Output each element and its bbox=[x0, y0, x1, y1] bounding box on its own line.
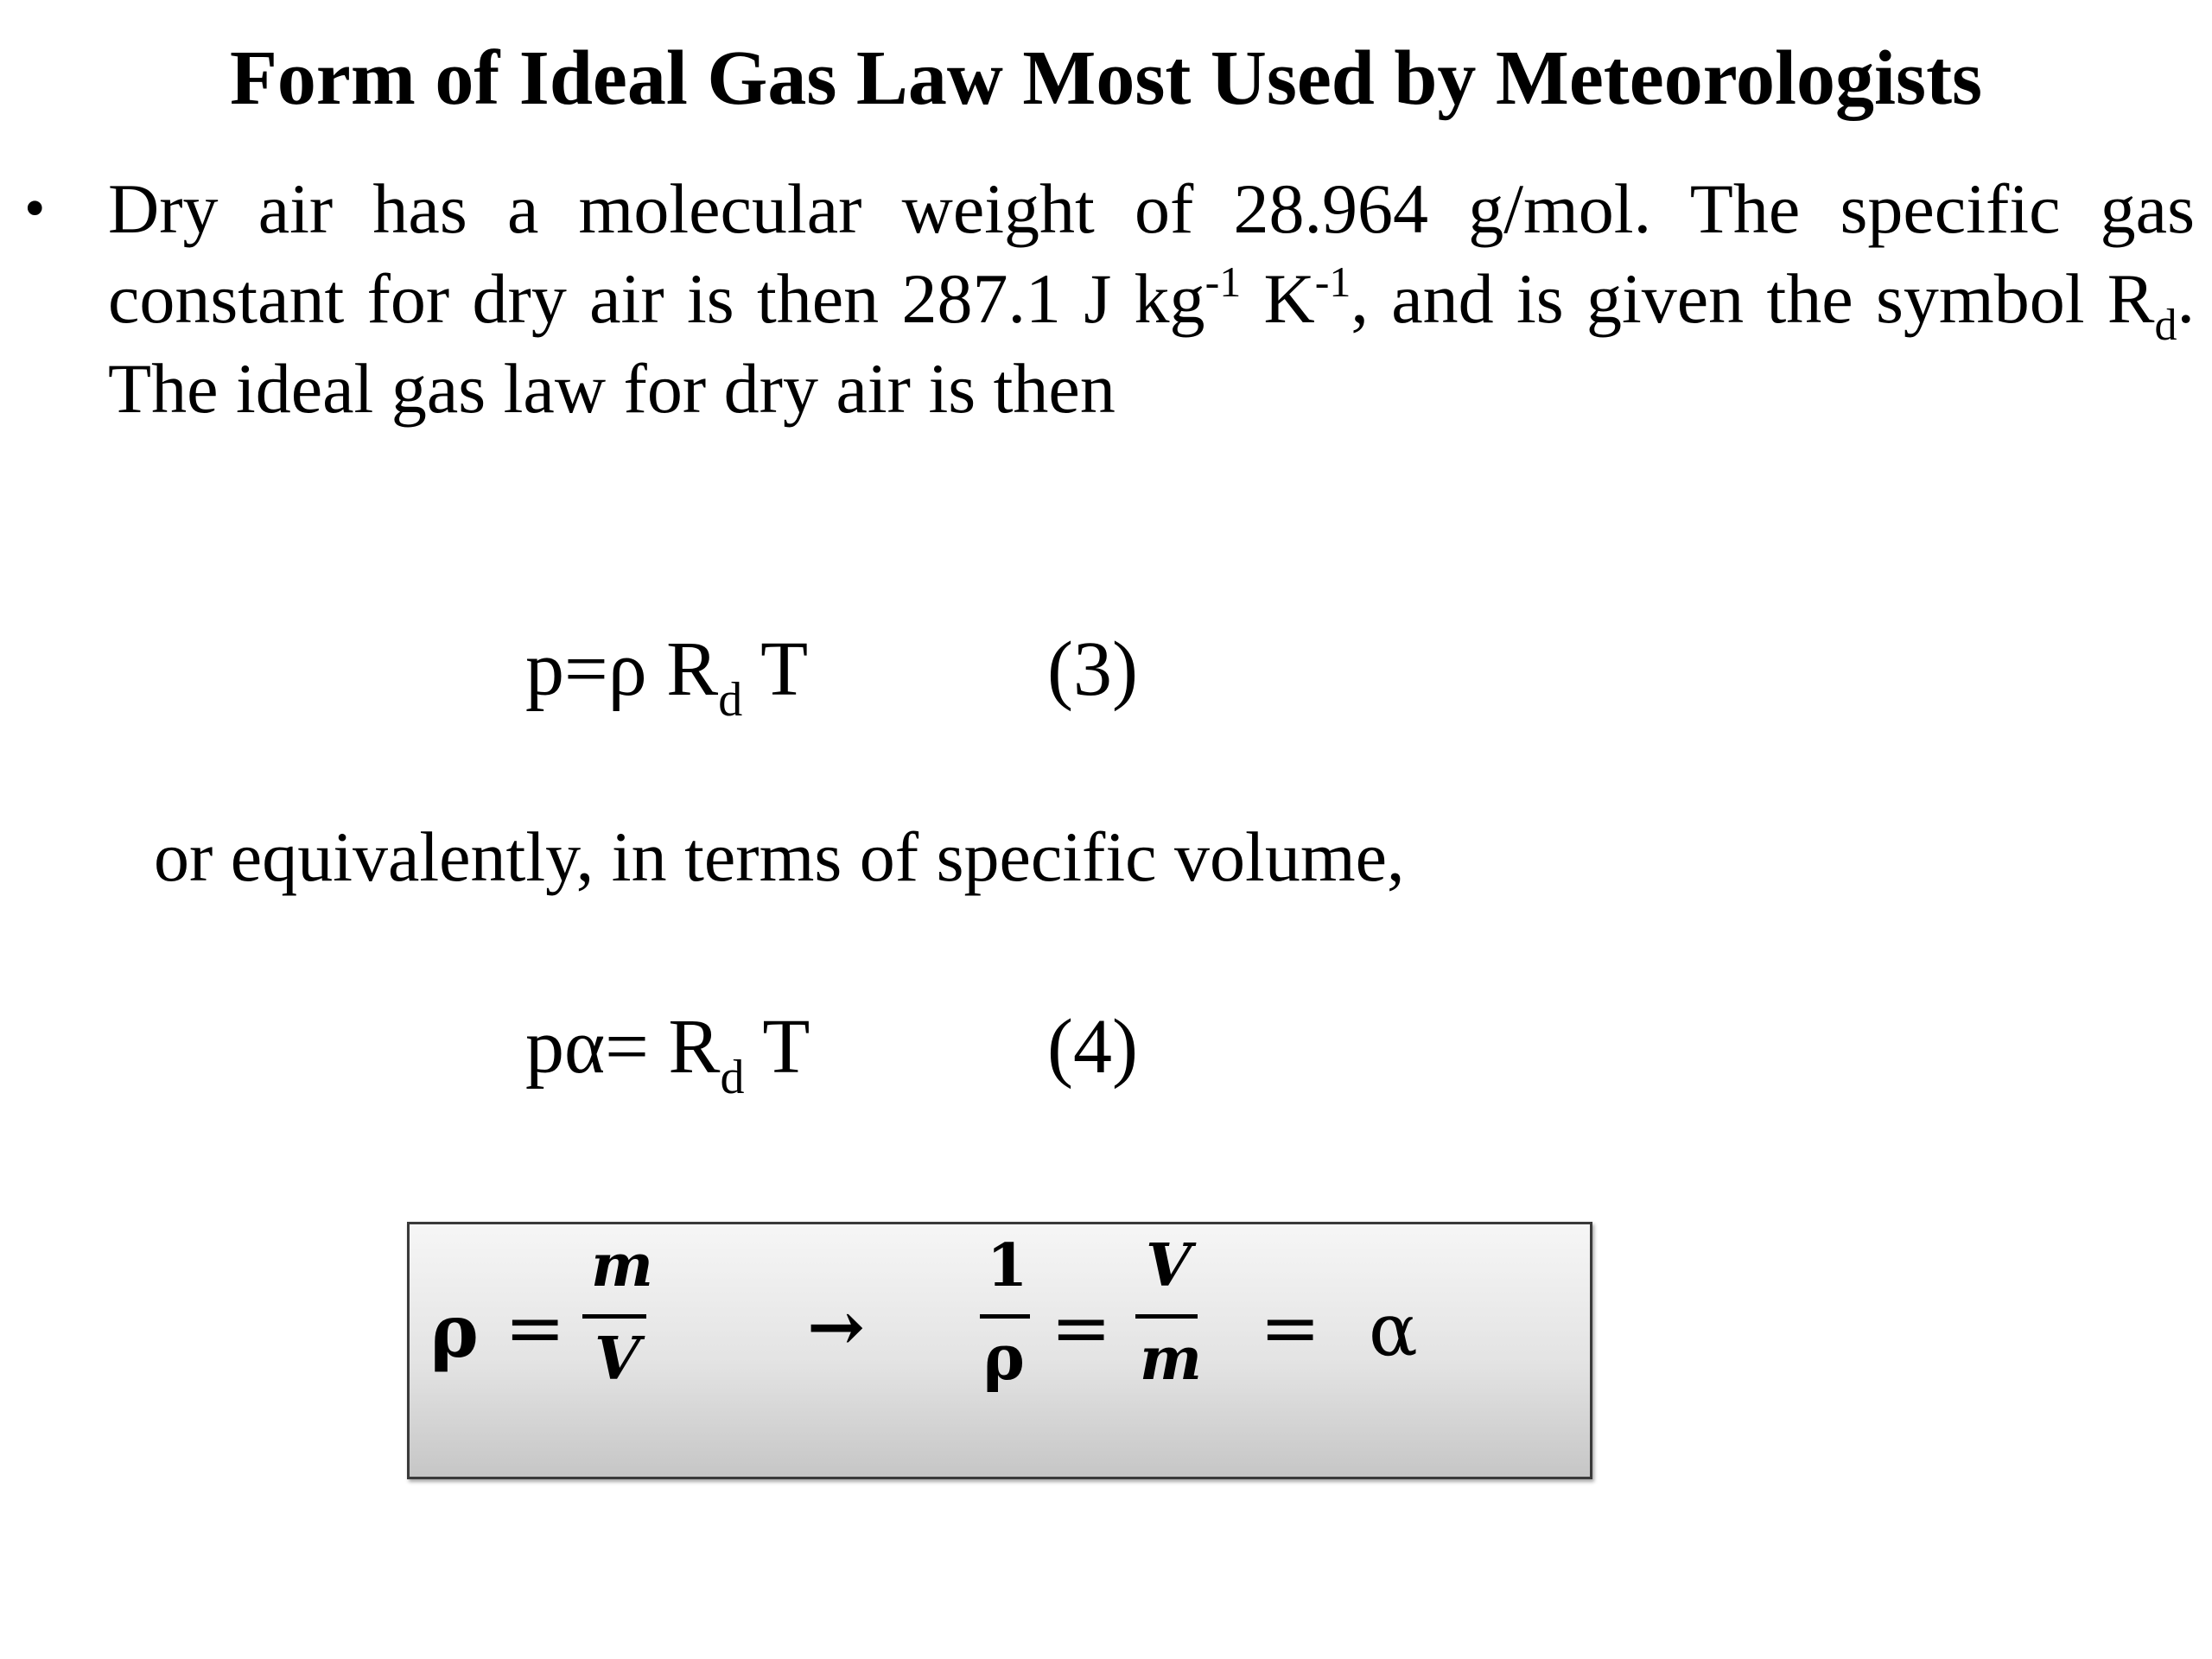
slide-title: Form of Ideal Gas Law Most Used by Meteorologists bbox=[229, 35, 1983, 121]
subscript-d: d bbox=[2154, 301, 2177, 350]
equation-4-number: (4) bbox=[1047, 1004, 1138, 1090]
box-rho: ρ bbox=[430, 1288, 479, 1374]
equation-3-rhs: T bbox=[742, 626, 809, 712]
equation-3 bbox=[525, 626, 809, 727]
equation-3-subscript: d bbox=[718, 673, 743, 727]
superscript-minus-one: -1 bbox=[1314, 257, 1351, 306]
equation-3-lhs: p=ρ R bbox=[525, 626, 719, 712]
equation-4-lhs: pα= R bbox=[525, 1004, 721, 1090]
para-text-4: . The ideal gas law for dry air is then bbox=[108, 259, 2195, 428]
box-alpha: α bbox=[1369, 1287, 1418, 1372]
box-equals-2: = bbox=[1051, 1286, 1112, 1370]
frac2-denominator: ρ bbox=[983, 1320, 1025, 1394]
density-specific-volume-box bbox=[407, 1222, 1592, 1479]
para-text-1: Dry air has a molecular weight of 28.964 g/mol. The specific gas constant for dry air is then 287.1 J kg bbox=[108, 169, 2195, 338]
frac1-denominator: V bbox=[594, 1325, 640, 1394]
frac3-numerator: V bbox=[1146, 1231, 1192, 1300]
equation-4-rhs: T bbox=[744, 1004, 810, 1090]
frac3-bar bbox=[1135, 1314, 1198, 1319]
frac1-numerator: m bbox=[591, 1231, 653, 1300]
box-equals-3: = bbox=[1260, 1286, 1321, 1370]
frac1-bar bbox=[582, 1314, 646, 1319]
middle-text: or equivalently, in terms of specific volume, bbox=[154, 817, 1405, 896]
arrow-icon: → bbox=[807, 1286, 866, 1367]
bullet-paragraph bbox=[108, 164, 2195, 434]
box-equals-1: = bbox=[505, 1286, 566, 1370]
equation-4-subscript: d bbox=[720, 1051, 745, 1104]
equation-4 bbox=[525, 1004, 810, 1104]
equation-3-number: (3) bbox=[1047, 626, 1138, 712]
superscript-minus-one: -1 bbox=[1205, 257, 1242, 306]
para-text-3: , and is given the symbol R bbox=[1351, 259, 2155, 338]
para-text-2: K bbox=[1241, 259, 1315, 338]
frac2-bar bbox=[980, 1314, 1030, 1319]
frac2-numerator: 1 bbox=[987, 1231, 1028, 1300]
frac3-denominator: m bbox=[1140, 1325, 1202, 1394]
bullet-marker: • bbox=[24, 175, 46, 242]
